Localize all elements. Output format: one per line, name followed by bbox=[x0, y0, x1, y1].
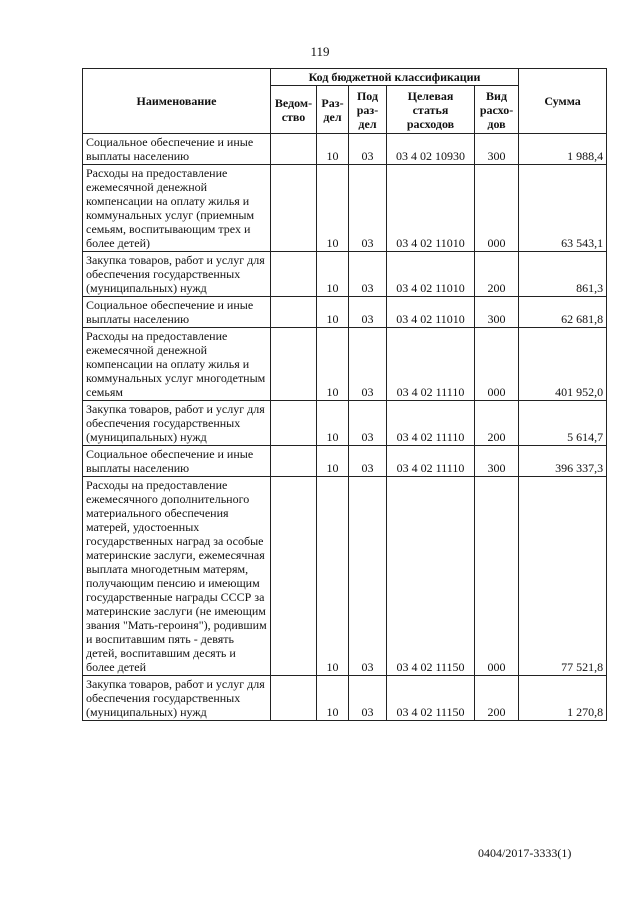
cell-vedom bbox=[271, 401, 317, 446]
cell-vedom bbox=[271, 252, 317, 297]
cell-vedom bbox=[271, 165, 317, 252]
header-classification-group: Код бюджетной классификации bbox=[271, 69, 519, 86]
table-row bbox=[83, 328, 607, 401]
cell-name: Социальное обеспечение и иные выплаты населению bbox=[83, 134, 271, 165]
cell-summa: 5 614,7 bbox=[519, 401, 607, 446]
cell-razdel: 10 bbox=[317, 252, 349, 297]
cell-vedom bbox=[271, 134, 317, 165]
cell-vid: 300 bbox=[475, 446, 519, 477]
table-body bbox=[83, 134, 607, 721]
cell-podrazdel: 03 bbox=[349, 477, 387, 676]
cell-podrazdel: 03 bbox=[349, 134, 387, 165]
cell-razdel: 10 bbox=[317, 297, 349, 328]
cell-summa: 861,3 bbox=[519, 252, 607, 297]
table-row bbox=[83, 165, 607, 252]
cell-name: Расходы на предоставление ежемесячной денежной компенсации на оплату жилья и коммунальных услуг (приемным семьям, воспитывающим трех и более детей) bbox=[83, 165, 271, 252]
cell-podrazdel: 03 bbox=[349, 328, 387, 401]
cell-celevaya: 03 4 02 11110 bbox=[387, 401, 475, 446]
cell-vedom bbox=[271, 477, 317, 676]
cell-razdel: 10 bbox=[317, 401, 349, 446]
header-vedom: Ведом-ство bbox=[271, 86, 317, 134]
cell-summa: 62 681,8 bbox=[519, 297, 607, 328]
cell-name: Расходы на предоставление ежемесячной денежной компенсации на оплату жилья и коммунальных услуг многодетным семьям bbox=[83, 328, 271, 401]
table-row bbox=[83, 446, 607, 477]
cell-razdel: 10 bbox=[317, 676, 349, 721]
cell-podrazdel: 03 bbox=[349, 446, 387, 477]
cell-celevaya: 03 4 02 11110 bbox=[387, 446, 475, 477]
cell-name: Расходы на предоставление ежемесячного дополнительного материального обеспечения матерей, удостоенных государственных наград за особые материнские заслуги, ежемесячная выплата многодетным матерям, получающим пенсию и имеющим государственные награды СССР за материнские заслуги (не имеющим звания "Мать-героиня"), родившим и воспитавшим пять - девять детей, воспитавшим десять и более детей bbox=[83, 477, 271, 676]
header-name: Наименование bbox=[83, 69, 271, 134]
cell-vid: 200 bbox=[475, 401, 519, 446]
budget-table bbox=[82, 68, 607, 721]
cell-razdel: 10 bbox=[317, 477, 349, 676]
cell-celevaya: 03 4 02 11010 bbox=[387, 297, 475, 328]
cell-summa: 401 952,0 bbox=[519, 328, 607, 401]
table-row bbox=[83, 676, 607, 721]
page-number: 119 bbox=[310, 44, 330, 59]
cell-razdel: 10 bbox=[317, 134, 349, 165]
cell-celevaya: 03 4 02 11150 bbox=[387, 477, 475, 676]
cell-celevaya: 03 4 02 11010 bbox=[387, 252, 475, 297]
cell-name: Закупка товаров, работ и услуг для обеспечения государственных (муниципальных) нужд bbox=[83, 252, 271, 297]
table-row bbox=[83, 252, 607, 297]
cell-podrazdel: 03 bbox=[349, 401, 387, 446]
table-row bbox=[83, 401, 607, 446]
cell-podrazdel: 03 bbox=[349, 676, 387, 721]
cell-vedom bbox=[271, 446, 317, 477]
cell-name: Социальное обеспечение и иные выплаты населению bbox=[83, 297, 271, 328]
cell-name: Социальное обеспечение и иные выплаты населению bbox=[83, 446, 271, 477]
cell-razdel: 10 bbox=[317, 446, 349, 477]
cell-celevaya: 03 4 02 11010 bbox=[387, 165, 475, 252]
cell-razdel: 10 bbox=[317, 165, 349, 252]
cell-podrazdel: 03 bbox=[349, 165, 387, 252]
header-podrazdel: Под раз-дел bbox=[349, 86, 387, 134]
cell-vid: 000 bbox=[475, 477, 519, 676]
cell-vedom bbox=[271, 328, 317, 401]
cell-podrazdel: 03 bbox=[349, 297, 387, 328]
header-razdel: Раз-дел bbox=[317, 86, 349, 134]
cell-summa: 1 988,4 bbox=[519, 134, 607, 165]
document-code: 0404/2017-3333(1) bbox=[478, 846, 572, 860]
cell-vedom bbox=[271, 676, 317, 721]
cell-summa: 63 543,1 bbox=[519, 165, 607, 252]
table-row bbox=[83, 477, 607, 676]
header-summa: Сумма bbox=[519, 69, 607, 134]
cell-vid: 000 bbox=[475, 328, 519, 401]
cell-name: Закупка товаров, работ и услуг для обеспечения государственных (муниципальных) нужд bbox=[83, 401, 271, 446]
cell-vid: 200 bbox=[475, 252, 519, 297]
cell-vid: 000 bbox=[475, 165, 519, 252]
cell-celevaya: 03 4 02 11150 bbox=[387, 676, 475, 721]
cell-vid: 200 bbox=[475, 676, 519, 721]
cell-celevaya: 03 4 02 10930 bbox=[387, 134, 475, 165]
table-row bbox=[83, 134, 607, 165]
cell-name: Закупка товаров, работ и услуг для обеспечения государственных (муниципальных) нужд bbox=[83, 676, 271, 721]
cell-summa: 396 337,3 bbox=[519, 446, 607, 477]
cell-summa: 77 521,8 bbox=[519, 477, 607, 676]
cell-razdel: 10 bbox=[317, 328, 349, 401]
cell-podrazdel: 03 bbox=[349, 252, 387, 297]
cell-vedom bbox=[271, 297, 317, 328]
header-celevaya: Целевая статья расходов bbox=[387, 86, 475, 134]
cell-vid: 300 bbox=[475, 297, 519, 328]
header-vid: Вид расхо-дов bbox=[475, 86, 519, 134]
cell-vid: 300 bbox=[475, 134, 519, 165]
cell-celevaya: 03 4 02 11110 bbox=[387, 328, 475, 401]
table-row bbox=[83, 297, 607, 328]
cell-summa: 1 270,8 bbox=[519, 676, 607, 721]
